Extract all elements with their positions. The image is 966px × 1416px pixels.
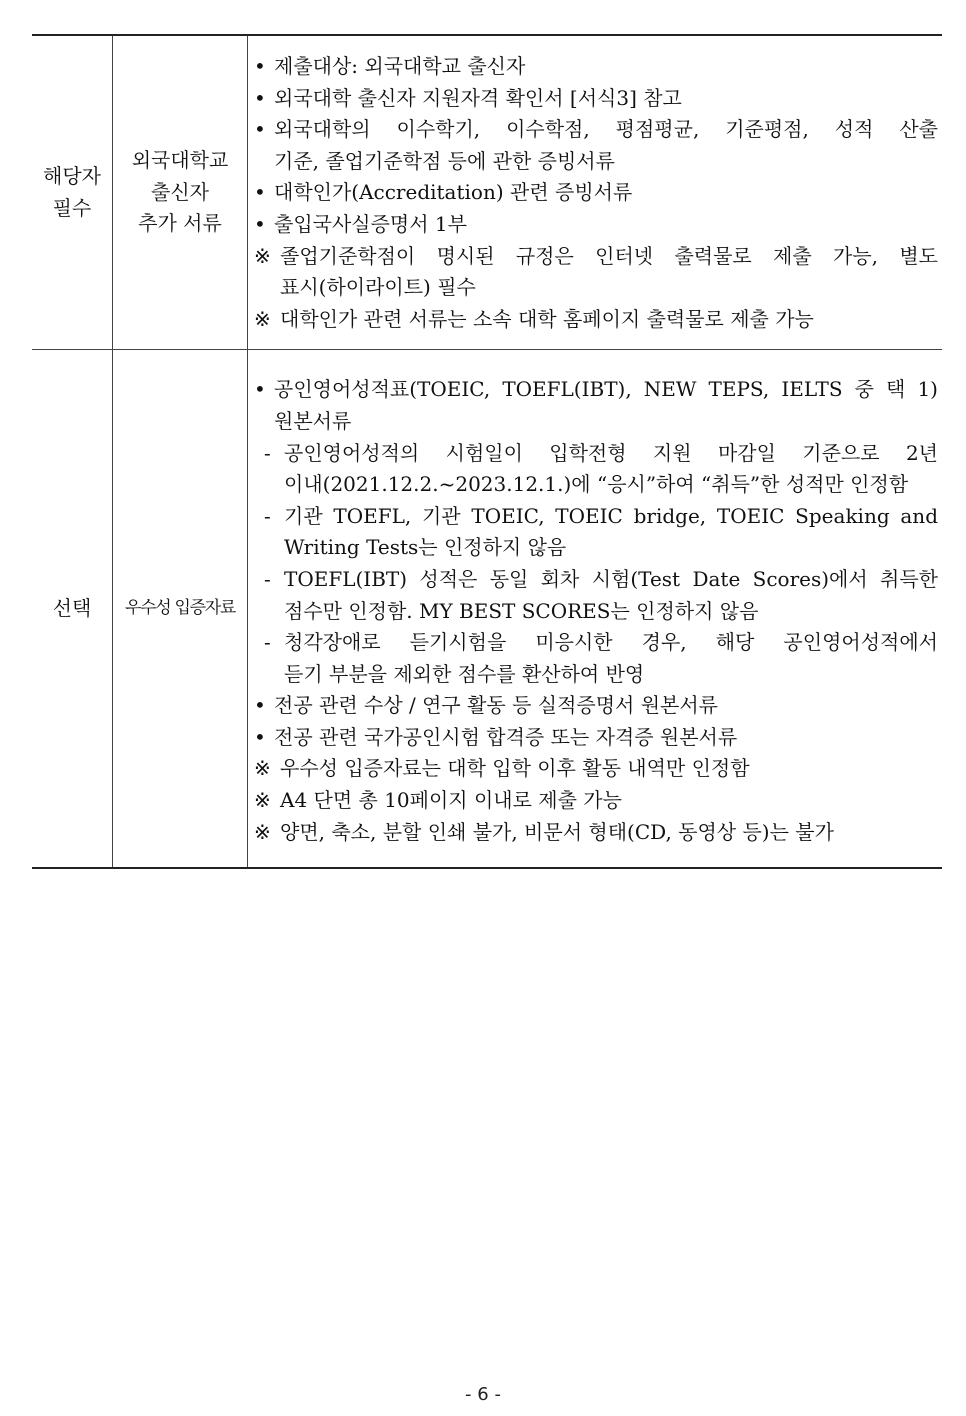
document-type-cell [113, 350, 248, 868]
item-text: 졸업기준학점이 명시된 규정은 인터넷 출력물로 제출 가능, 별도 [280, 243, 938, 268]
item-text: 표시(하이라이트) 필수 [280, 275, 476, 300]
item-text: A4 단면 총 10페이지 이내로 제출 가능 [280, 788, 622, 813]
note-mark-icon: ※ [254, 756, 271, 781]
bullet-icon: • [254, 54, 266, 78]
bullet-icon: • [254, 117, 266, 142]
document-type-line: 추가 서류 [138, 211, 222, 236]
item-text: 대학인가(Accreditation) 관련 증빙서류 [274, 180, 633, 205]
bullet-icon: • [254, 211, 266, 236]
table-row-excellence-evidence [32, 350, 942, 868]
item-text: Writing Tests는 인정하지 않음 [284, 535, 567, 560]
dash-marker: - [264, 566, 271, 591]
note-line [254, 241, 938, 273]
details-list [254, 374, 938, 848]
item-text: TOEFL(IBT) 성적은 동일 회차 시험(Test Date Scores)에서 취득한 [284, 566, 938, 591]
sub-item-line [254, 564, 938, 596]
category-cell [32, 35, 113, 350]
item-text: 기관 TOEFL, 기관 TOEIC, TOEIC bridge, TOEIC Speaking and [284, 503, 938, 528]
note-mark-icon: ※ [254, 306, 271, 331]
sub-item-line [254, 596, 938, 628]
item-text: 출입국사실증명서 1부 [274, 211, 467, 236]
table-row-foreign-university [32, 35, 942, 350]
item-text: 청각장애로 듣기시험을 미응시한 경우, 해당 공인영어성적에서 [284, 630, 938, 655]
note-line [254, 304, 938, 336]
bullet-item-line [254, 83, 938, 115]
note-line [254, 753, 938, 785]
document-type-line: 출신자 [151, 179, 209, 204]
bullet-item-line [254, 209, 938, 241]
item-text: 외국대학의 이수학기, 이수학점, 평점평균, 기준평점, 성적 산출 [274, 117, 938, 142]
category-cell [32, 350, 113, 868]
item-text: 외국대학 출신자 지원자격 확인서 [서식3] 참고 [274, 85, 682, 110]
sub-item-line [254, 627, 938, 659]
item-text: 전공 관련 수상 / 연구 활동 등 실적증명서 원본서류 [274, 693, 718, 718]
item-text: 제출대상: 외국대학교 출신자 [274, 54, 526, 78]
bullet-icon: • [254, 377, 266, 402]
item-text: 이내(2021.12.2.~2023.12.1.)에 “응시”하여 “취득”한 성적만 인정함 [284, 472, 909, 497]
item-text: 점수만 인정함. MY BEST SCORES는 인정하지 않음 [284, 598, 759, 623]
bullet-item-line [254, 51, 938, 83]
item-text: 전공 관련 국가공인시험 합격증 또는 자격증 원본서류 [274, 724, 738, 749]
item-text: 공인영어성적표(TOEIC, TOEFL(IBT), NEW TEPS, IELTS 중 택 1) [274, 377, 938, 402]
item-text: 양면, 축소, 분할 인쇄 불가, 비문서 형태(CD, 동영상 등)는 불가 [280, 819, 834, 844]
dash-marker: - [264, 630, 271, 655]
category-line: 해당자 [43, 164, 101, 189]
item-text: 공인영어성적의 시험일이 입학전형 지원 마감일 기준으로 2년 [284, 440, 938, 465]
item-text: 대학인가 관련 서류는 소속 대학 홈페이지 출력물로 제출 가능 [280, 306, 814, 331]
sub-item-line [254, 659, 938, 691]
sub-item-line [254, 501, 938, 533]
item-text: 기준, 졸업기준학점 등에 관한 증빙서류 [274, 148, 615, 173]
item-text: 듣기 부분을 제외한 점수를 환산하여 반영 [284, 661, 645, 686]
note-line [254, 817, 938, 849]
bullet-item-line [254, 177, 938, 209]
bullet-icon: • [254, 693, 266, 718]
bullet-icon: • [254, 85, 266, 110]
document-type-line: 외국대학교 [131, 148, 229, 173]
details-cell [248, 350, 943, 868]
bullet-item-line [254, 690, 938, 722]
note-mark-icon: ※ [254, 243, 271, 268]
note-line [254, 272, 938, 304]
bullet-icon: • [254, 724, 266, 749]
item-text: 우수성 입증자료는 대학 입학 이후 활동 내역만 인정함 [280, 756, 750, 781]
sub-item-line [254, 438, 938, 470]
document-type-line: 우수성 입증자료 [125, 598, 235, 618]
note-mark-icon: ※ [254, 788, 271, 813]
bullet-item-line [254, 406, 938, 438]
bullet-item-line [254, 114, 938, 146]
category-line: 필수 [52, 195, 92, 220]
bullet-item-line [254, 374, 938, 406]
category-line: 선택 [52, 596, 92, 620]
sub-item-line [254, 469, 938, 501]
dash-marker: - [264, 503, 271, 528]
bullet-item-line [254, 146, 938, 178]
note-mark-icon: ※ [254, 819, 271, 844]
item-text: 원본서류 [274, 408, 352, 433]
dash-marker: - [264, 440, 271, 465]
requirements-table [32, 34, 942, 869]
details-list [254, 51, 938, 335]
page-number: - 6 - [465, 1384, 501, 1405]
note-line [254, 785, 938, 817]
sub-item-line [254, 532, 938, 564]
bullet-item-line [254, 722, 938, 754]
bullet-icon: • [254, 180, 266, 205]
document-type-cell [113, 35, 248, 350]
details-cell [248, 35, 943, 350]
